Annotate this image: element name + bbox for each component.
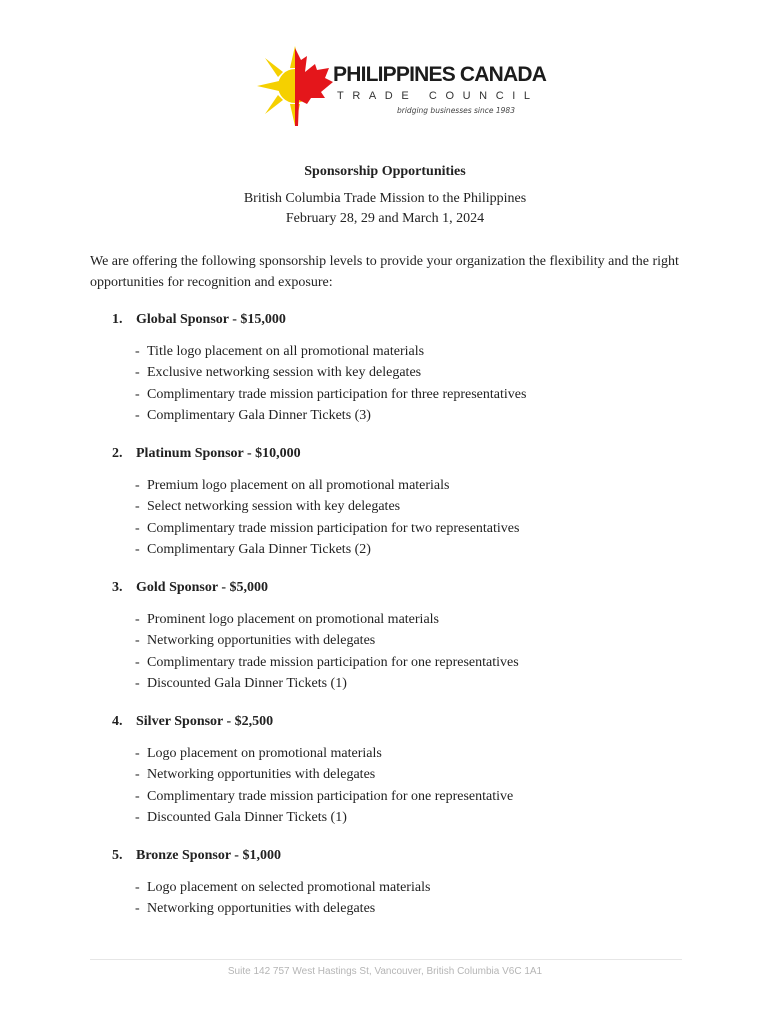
benefit-item: - Logo placement on selected promotional materials — [135, 880, 431, 895]
tier-number: 3. — [112, 580, 123, 595]
tier-heading — [112, 580, 519, 600]
sponsor-tier-bronze — [112, 848, 430, 920]
tier-benefits — [112, 877, 430, 920]
event-name: British Columbia Trade Mission to the Philippines — [243, 191, 527, 206]
tier-number: 4. — [112, 714, 123, 729]
benefit-item: - Premium logo placement on all promotional materials — [135, 478, 450, 493]
benefit-item: - Prominent logo placement on promotional materials — [135, 612, 439, 627]
logo — [255, 44, 547, 128]
benefit-item: - Discounted Gala Dinner Tickets (1) — [135, 809, 347, 825]
benefit-item: - Complimentary trade mission participation for two representatives — [135, 520, 520, 536]
benefit-item: - Networking opportunities with delegates — [135, 767, 376, 783]
tier-benefits — [112, 609, 519, 694]
event-dates: February 28, 29 and March 1, 2024 — [285, 211, 485, 226]
benefit-item: - Complimentary Gala Dinner Tickets (3) — [135, 407, 371, 423]
logo-tagline: bridging businesses since 1983 — [397, 106, 515, 115]
benefit-item: - Title logo placement on all promotional materials — [135, 344, 425, 359]
tier-heading — [112, 446, 519, 466]
benefit-item: - Complimentary trade mission participation for three representatives — [135, 386, 527, 402]
tier-name: Bronze Sponsor - $1,000 — [136, 848, 281, 863]
footer-divider — [90, 959, 682, 960]
benefit-item: - Exclusive networking session with key delegates — [135, 365, 422, 381]
sponsor-tier-global — [112, 312, 526, 426]
tier-name: Global Sponsor - $15,000 — [136, 312, 286, 327]
tier-heading — [112, 312, 526, 332]
benefit-item: - Select networking session with key delegates — [135, 499, 401, 515]
logo-subtitle: TRADE COUNCIL — [337, 90, 539, 102]
sponsor-tier-gold — [112, 580, 519, 694]
tier-name: Gold Sponsor - $5,000 — [136, 580, 268, 595]
benefit-item: - Discounted Gala Dinner Tickets (1) — [135, 675, 347, 691]
tier-number: 1. — [112, 312, 123, 327]
tier-benefits — [112, 743, 513, 828]
tier-heading — [112, 714, 513, 734]
benefit-item: - Logo placement on promotional materials — [135, 746, 382, 761]
benefit-item: - Networking opportunities with delegates — [135, 633, 376, 649]
sponsor-tier-silver — [112, 714, 513, 828]
tier-name: Platinum Sponsor - $10,000 — [136, 446, 301, 461]
benefit-item: - Networking opportunities with delegates — [135, 901, 376, 917]
tier-benefits — [112, 475, 519, 560]
benefit-item: - Complimentary trade mission participation for one representatives — [135, 654, 519, 670]
tier-benefits — [112, 341, 526, 426]
benefit-item: - Complimentary trade mission participation for one representative — [135, 788, 514, 804]
footer-address: Suite 142 757 West Hastings St, Vancouver, British Columbia V6C 1A1 — [227, 966, 543, 977]
logo-title: PHILIPPINES CANADA — [333, 63, 547, 86]
tier-name: Silver Sponsor - $2,500 — [136, 714, 274, 729]
intro-paragraph: We are offering the following sponsorship levels to provide your organization the flexibility and the right opportunities for recognition and exposure: — [90, 254, 679, 290]
page-title: Sponsorship Opportunities — [304, 164, 466, 179]
sponsor-tier-platinum — [112, 446, 519, 560]
tier-heading — [112, 848, 430, 868]
tier-number: 5. — [112, 848, 123, 863]
benefit-item: - Complimentary Gala Dinner Tickets (2) — [135, 541, 371, 557]
tier-number: 2. — [112, 446, 123, 461]
sun-maple-leaf-icon — [255, 44, 335, 128]
